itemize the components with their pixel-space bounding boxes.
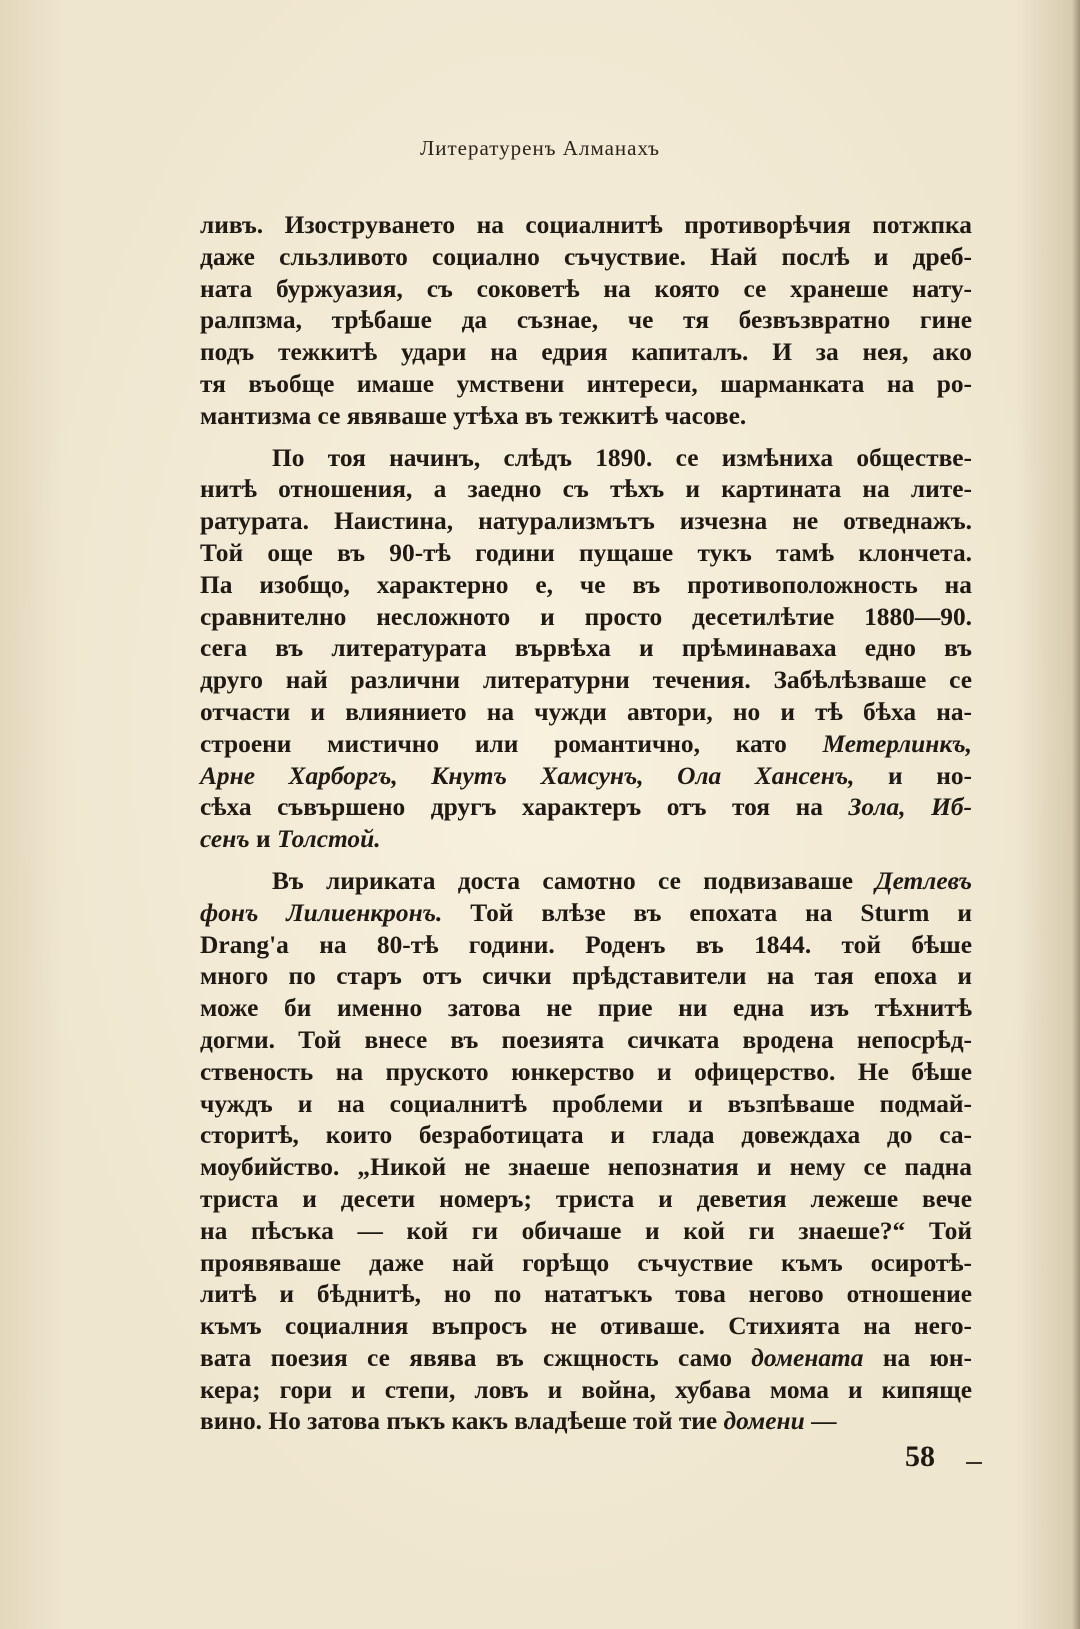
text-run: ственость на пруското юнкерство и офицерство. Не бѣше <box>200 1057 972 1086</box>
text-line <box>200 242 972 274</box>
text-line <box>200 1216 972 1248</box>
text-line <box>200 1120 972 1152</box>
text-line <box>200 633 972 665</box>
italic-name: сенъ <box>200 825 250 854</box>
italic-name: Зола, Иб- <box>848 793 972 822</box>
text-run: на юн- <box>863 1343 972 1372</box>
text-line <box>200 538 972 570</box>
text-run: подъ тежкитѣ удари на едрия капиталъ. И за нея, ако <box>200 338 972 367</box>
text-run: даже сльзливото социално съчуствие. Най послѣ и дреб- <box>200 242 972 271</box>
text-line <box>200 1248 972 1280</box>
text-run: отчасти и влиянието на чужди автори, но и тѣ бѣха на- <box>200 697 972 726</box>
text-run: на пѣсъка — кой ги обичаше и кой ги знаеше?“ Той <box>200 1216 972 1245</box>
text-line <box>200 1311 972 1343</box>
text-line <box>200 993 972 1025</box>
italic-name: Толстой. <box>277 825 381 854</box>
page-number: 58 <box>905 1440 935 1473</box>
text-run: Drang'a на 80-тѣ години. Роденъ въ 1844. той бѣше <box>200 930 972 959</box>
text-line <box>200 1025 972 1057</box>
text-line <box>200 337 972 369</box>
text-run: моубийство. „Никой не знаеше непознатия и нему се падна <box>200 1153 972 1182</box>
text-run: сега въ литературата вървѣха и прѣминаваха едно въ <box>200 634 972 663</box>
text-run: тя въобще имаше умствени интереси, шарманката на ро- <box>200 369 972 398</box>
text-line <box>200 961 972 993</box>
italic-name: Метерлинкъ, <box>822 729 972 758</box>
text-run: — <box>804 1407 837 1436</box>
text-run: сторитѣ, които безработицата и глада довеждаха до са- <box>200 1121 972 1150</box>
text-run: друго най различни литературни течения. Забѣлѣзваше се <box>200 666 972 695</box>
text-run: ратурата. Наистина, натурализмътъ изчезна не отведнажъ. <box>200 507 972 536</box>
text-run: ната буржуазия, съ соковетѣ на която се хранеше нату- <box>200 274 972 303</box>
text-run: По тоя начинъ, слѣдъ 1890. се измѣниха обществе- <box>272 443 972 472</box>
paragraph <box>200 443 972 856</box>
text-run: литѣ и бѣднитѣ, но по нататъкъ това негово отношение <box>200 1280 972 1309</box>
text-line <box>200 792 972 824</box>
body-text <box>200 210 972 1448</box>
text-run: може би именно затова не прие ни една изъ тѣхнитѣ <box>200 994 972 1023</box>
text-run: и <box>249 825 278 854</box>
italic-name: Детлевъ <box>875 866 972 895</box>
italic-name: домената <box>751 1343 864 1372</box>
text-run: проявяваше даже най горѣщо съчуствие къмъ осиротѣ- <box>200 1248 972 1277</box>
text-line <box>200 1184 972 1216</box>
text-line <box>200 866 972 898</box>
text-line <box>200 930 972 962</box>
text-run: Той влѣзе въ епохата на Sturm и <box>442 898 972 927</box>
text-run: чуждъ и на социалнитѣ проблеми и възпѣваше подмай- <box>200 1089 972 1118</box>
italic-name: Арне Харборгъ, Кнутъ Хамсунъ, Ола Хансенъ, <box>200 761 855 790</box>
text-line <box>200 1279 972 1311</box>
text-line <box>200 401 972 433</box>
text-line <box>200 602 972 634</box>
text-run: догми. Той внесе въ поезията сичката вродена непосрѣд- <box>200 1025 972 1054</box>
text-line <box>200 729 972 761</box>
text-line <box>200 369 972 401</box>
text-run: ралпзма, трѣбаше да съзнае, че тя безвъзвратно гине <box>200 306 972 335</box>
text-line <box>200 443 972 475</box>
text-line <box>200 305 972 337</box>
text-line <box>200 1089 972 1121</box>
text-line <box>200 1406 972 1438</box>
text-run: Па изобщо, характерно е, че въ противоположность на <box>200 570 972 599</box>
text-run: вино. Но затова пъкъ какъ владѣеше той тие <box>200 1407 724 1436</box>
text-run: и но- <box>854 761 972 790</box>
text-line <box>200 506 972 538</box>
running-title: Литературенъ Алманахъ <box>419 136 661 160</box>
page-number-rule <box>966 1462 982 1464</box>
text-line <box>200 1152 972 1184</box>
text-run: ливъ. Изострyването на социалнитѣ противорѣчия потжпка <box>200 211 972 239</box>
text-run: нитѣ отношения, а заедно съ тѣхъ и картината на лите- <box>200 475 972 504</box>
text-line <box>200 1057 972 1089</box>
paragraph <box>200 210 972 433</box>
text-line <box>200 570 972 602</box>
text-run: къмъ социалния въпросъ не отиваше. Стихията на него- <box>200 1312 972 1341</box>
italic-name: фонъ Лилиенкронъ. <box>200 898 443 927</box>
text-line <box>200 824 972 856</box>
paragraph <box>200 866 972 1438</box>
text-run: сѣха съвършено другъ характеръ отъ тоя на <box>200 793 849 822</box>
text-line <box>200 474 972 506</box>
text-run: триста и десети номеръ; триста и деветия лежеше вече <box>200 1184 972 1213</box>
text-line <box>200 1343 972 1375</box>
text-line <box>200 898 972 930</box>
text-line <box>200 210 972 242</box>
text-line <box>200 1375 972 1407</box>
text-run: мантизма се явяваше утѣха въ тежкитѣ часове. <box>200 401 747 430</box>
text-line <box>200 274 972 306</box>
text-run: строени мистично или романтично, като <box>200 729 823 758</box>
text-line <box>200 697 972 729</box>
text-run: много по старъ отъ сички прѣдставители на тая епоха и <box>200 962 972 991</box>
text-line <box>200 761 972 793</box>
text-run: Той още въ 90-тѣ години пущаше тукъ тамѣ клончета. <box>200 538 972 567</box>
text-run: кера; гори и степи, ловъ и война, хубава мома и кипяще <box>200 1375 972 1404</box>
text-line <box>200 665 972 697</box>
text-run: сравнително несложното и просто десетилѣтие 1880—90. <box>200 602 972 631</box>
text-run: Въ лириката доста самотно се подвизаваше <box>272 866 876 895</box>
text-run: вата поезия се явява въ сжщность само <box>200 1343 752 1372</box>
scan-edge-shadow <box>1072 0 1080 1629</box>
italic-name: домени <box>723 1407 805 1436</box>
